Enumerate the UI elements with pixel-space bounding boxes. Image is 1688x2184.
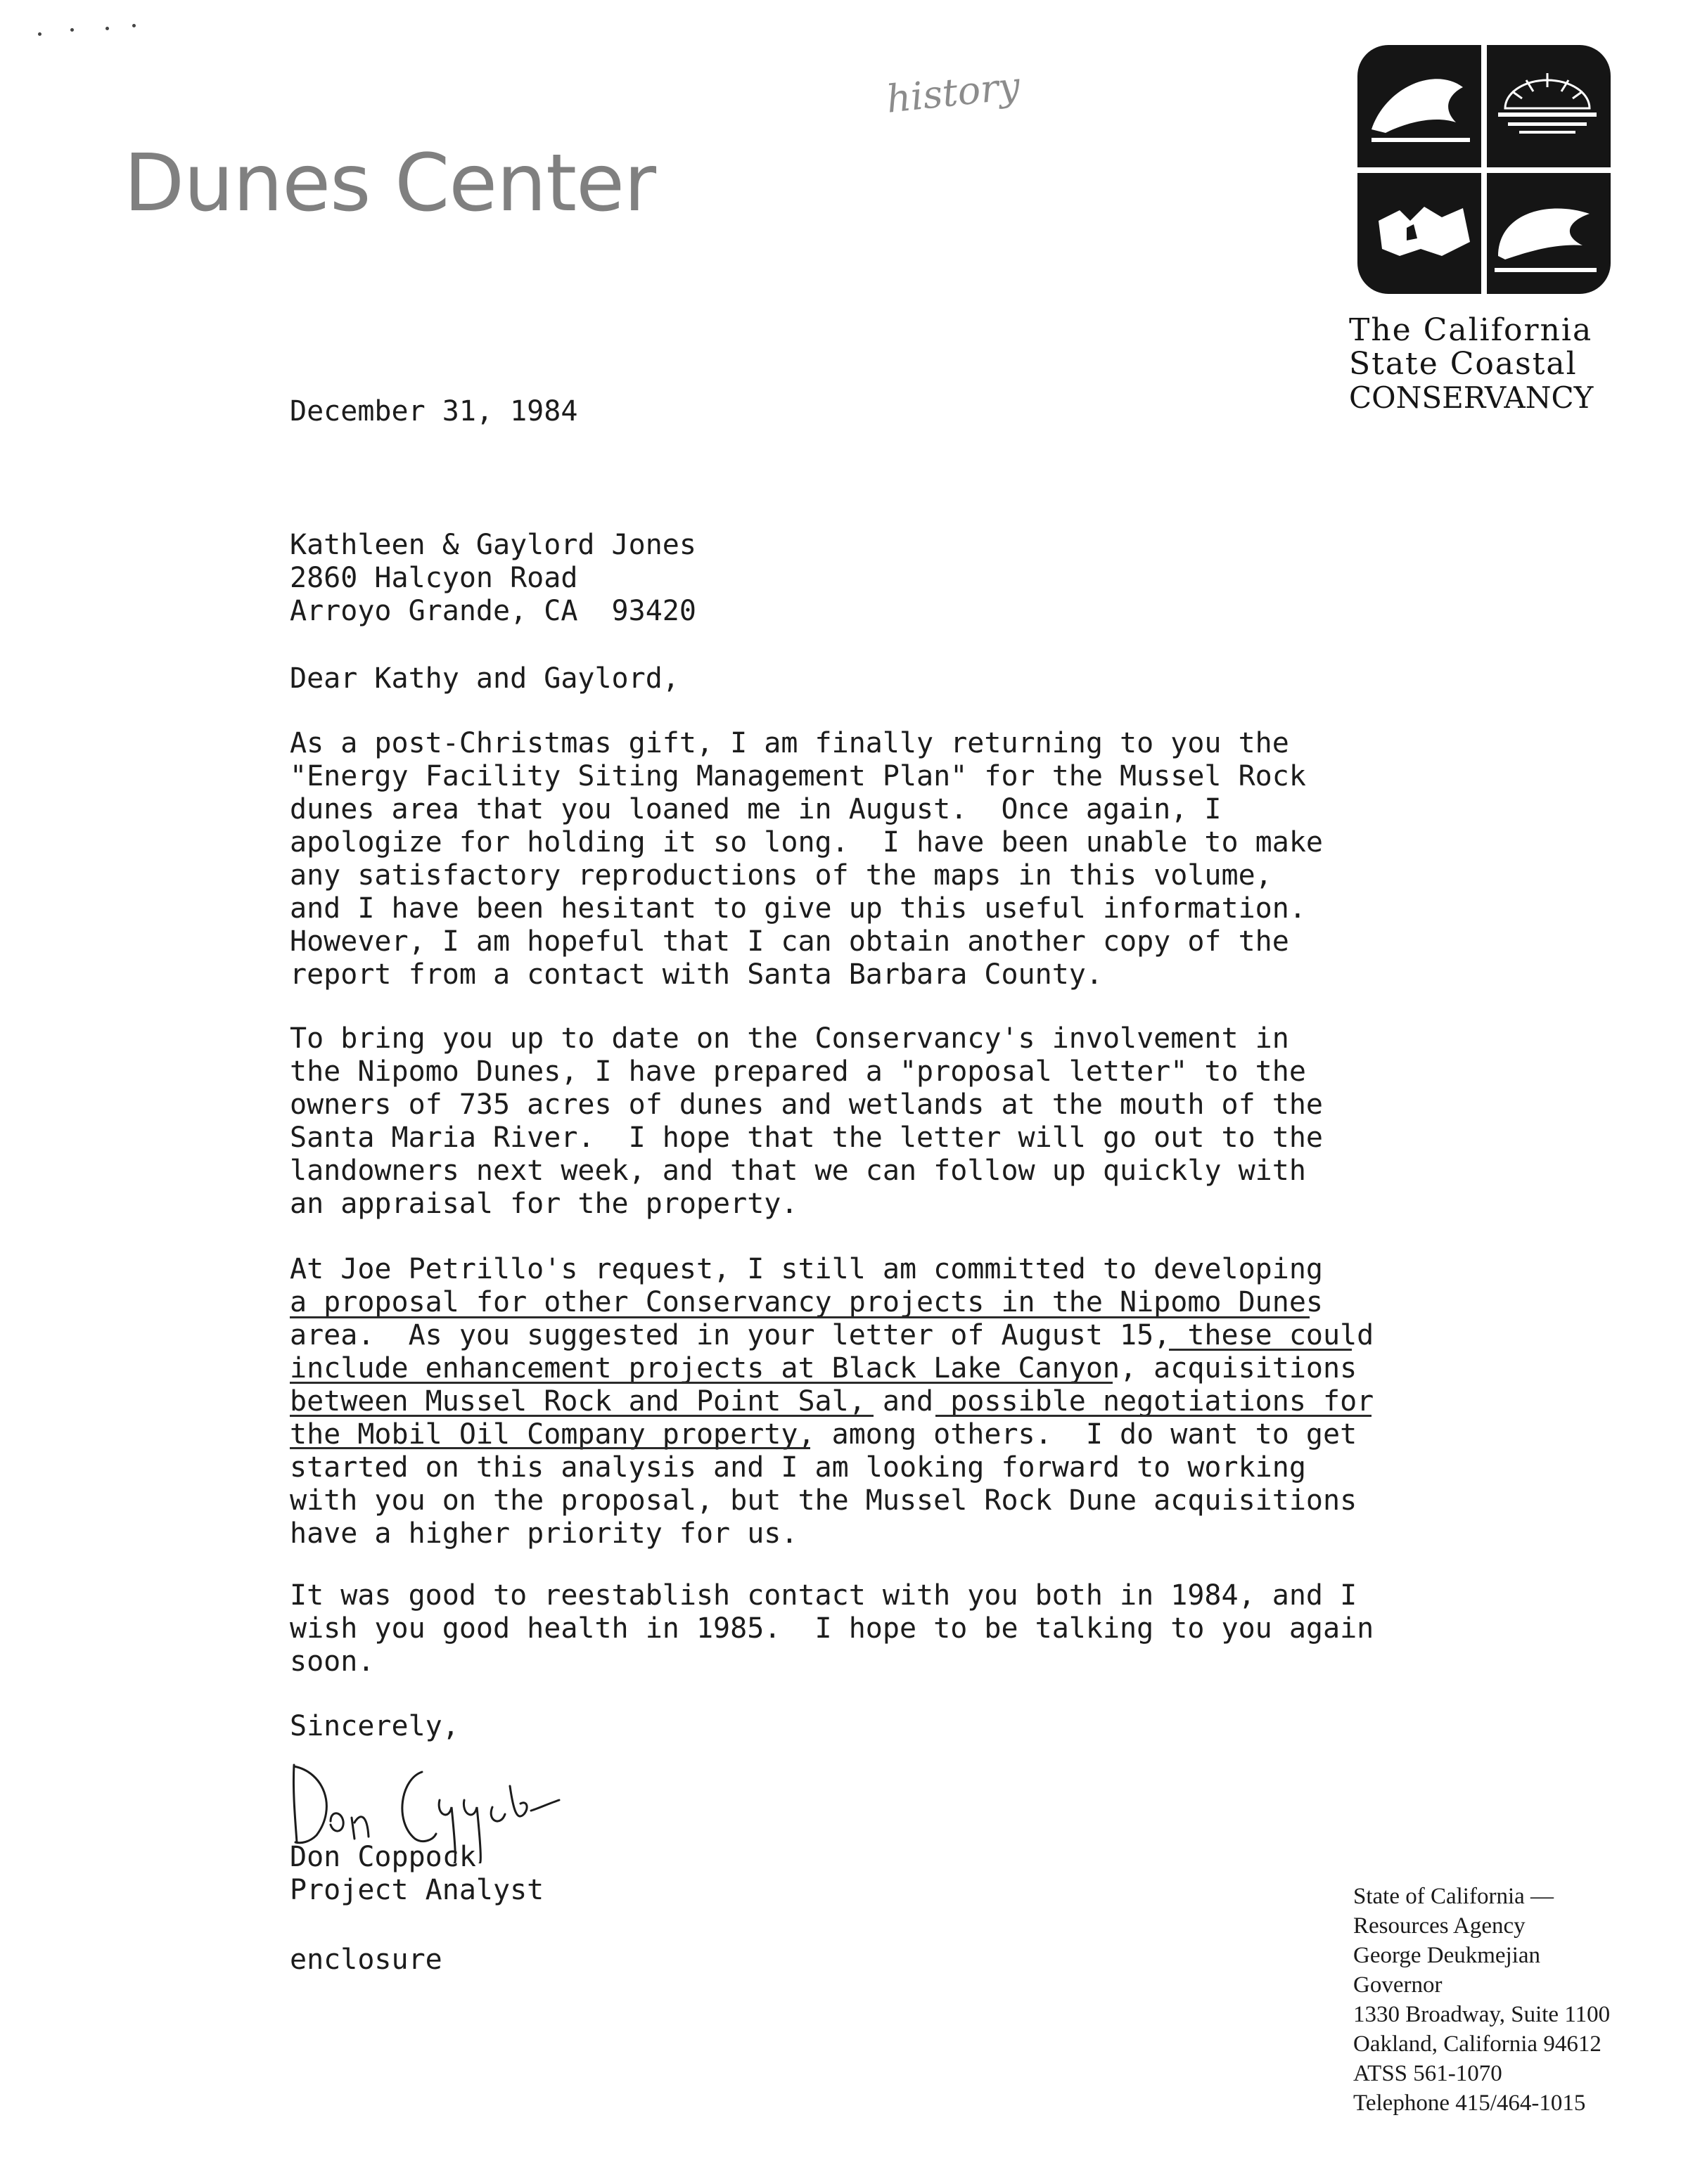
signature-block [290, 1841, 544, 1907]
footer-line: Oakland, California 94612 [1353, 2031, 1601, 2057]
paragraph-line: have a higher priority for us. [290, 1517, 798, 1550]
paragraph-line: report from a contact with Santa Barbara County. [290, 958, 1103, 991]
paragraph-line: the Nipomo Dunes, I have prepared a "proposal letter" to the [290, 1055, 1306, 1088]
footer-line: Resources Agency [1353, 1913, 1526, 1939]
paragraph-line: However, I am hopeful that I can obtain another copy of the [290, 925, 1289, 958]
paragraph-line: At Joe Petrillo's request, I still am committed to developing [290, 1253, 1324, 1285]
footer-line: Governor [1353, 1972, 1443, 1998]
paragraph-line: a proposal for other Conservancy projects in the Nipomo Dunes [290, 1286, 1324, 1318]
underline-mark [290, 1447, 810, 1449]
paragraph-line: the Mobil Oil Company property, among others. I do want to get [290, 1418, 1357, 1451]
watermark-text: Dunes Center [124, 138, 656, 229]
paragraph-line: As a post-Christmas gift, I am finally returning to you the [290, 727, 1289, 759]
paragraph-line: It was good to reestablish contact with you both in 1984, and I [290, 1579, 1357, 1612]
recipient-line: Kathleen & Gaylord Jones [290, 529, 696, 561]
organization-name [1349, 314, 1644, 415]
recipient-line: 2860 Halcyon Road [290, 562, 578, 594]
scan-speck [38, 32, 41, 36]
paragraph-line: area. As you suggested in your letter of August 15, these could [290, 1319, 1374, 1351]
agency-footer [1353, 1882, 1649, 2118]
paragraph-line: include enhancement projects at Black Lake Canyon, acquisitions [290, 1352, 1357, 1385]
paragraph-4 [290, 1579, 1374, 1678]
paragraph-line: any satisfactory reproductions of the maps in this volume, [290, 859, 1272, 892]
paragraph-2 [290, 1022, 1323, 1221]
paragraph-line: wish you good health in 1985. I hope to be talking to you again [290, 1612, 1374, 1645]
underline-mark [290, 1415, 874, 1417]
paragraph-line: with you on the proposal, but the Mussel Rock Dune acquisitions [290, 1484, 1357, 1517]
footer-line: Telephone 415/464-1015 [1353, 2090, 1586, 2116]
paragraph-line: dunes area that you loaned me in August. Once again, I [290, 793, 1222, 826]
scan-speck [132, 24, 136, 27]
signer-title: Project Analyst [290, 1874, 544, 1906]
footer-line: State of California — [1353, 1884, 1554, 1909]
closing: Sincerely, [290, 1710, 459, 1742]
underline-mark [1169, 1349, 1352, 1351]
scan-speck [106, 27, 109, 30]
paragraph-3 [290, 1253, 1374, 1550]
paragraph-line: and I have been hesitant to give up this useful information. [290, 892, 1306, 925]
org-line-2: State Coastal [1349, 346, 1578, 382]
underline-mark [935, 1415, 1372, 1417]
enclosure-note: enclosure [290, 1944, 442, 1976]
paragraph-line: owners of 735 acres of dunes and wetlands at the mouth of the [290, 1088, 1324, 1121]
paragraph-line: soon. [290, 1645, 375, 1678]
recipient-line: Arroyo Grande, CA 93420 [290, 595, 696, 627]
letter-date: December 31, 1984 [290, 395, 578, 428]
salutation: Dear Kathy and Gaylord, [290, 662, 679, 695]
paragraph-line: To bring you up to date on the Conservancy's involvement in [290, 1022, 1289, 1055]
footer-line: 1330 Broadway, Suite 1100 [1353, 2002, 1611, 2027]
paragraph-line: started on this analysis and I am looking forward to working [290, 1451, 1306, 1484]
footer-line: ATSS 561-1070 [1353, 2061, 1502, 2086]
footer-line: George Deukmejian [1353, 1943, 1541, 1968]
paragraph-line: Santa Maria River. I hope that the letter will go out to the [290, 1122, 1324, 1154]
paragraph-line: "Energy Facility Siting Management Plan" for the Mussel Rock [290, 760, 1306, 792]
underline-mark [290, 1316, 1310, 1318]
paragraph-line: an appraisal for the property. [290, 1188, 798, 1220]
handwritten-annotation: history [884, 63, 1023, 122]
paragraph-line: between Mussel Rock and Point Sal, and possible negotiations for [290, 1385, 1374, 1418]
paragraph-line: apologize for holding it so long. I have been unable to make [290, 826, 1324, 859]
scan-speck [70, 28, 74, 32]
org-line-3: CONSERVANCY [1349, 380, 1594, 415]
underline-mark [290, 1382, 1113, 1384]
org-line-1: The California [1349, 312, 1593, 348]
paragraph-line: landowners next week, and that we can follow up quickly with [290, 1155, 1306, 1187]
recipient-address [290, 529, 696, 628]
paragraph-1 [290, 727, 1323, 991]
conservancy-logo-icon [1357, 45, 1611, 294]
signer-name: Don Coppock [290, 1841, 476, 1873]
